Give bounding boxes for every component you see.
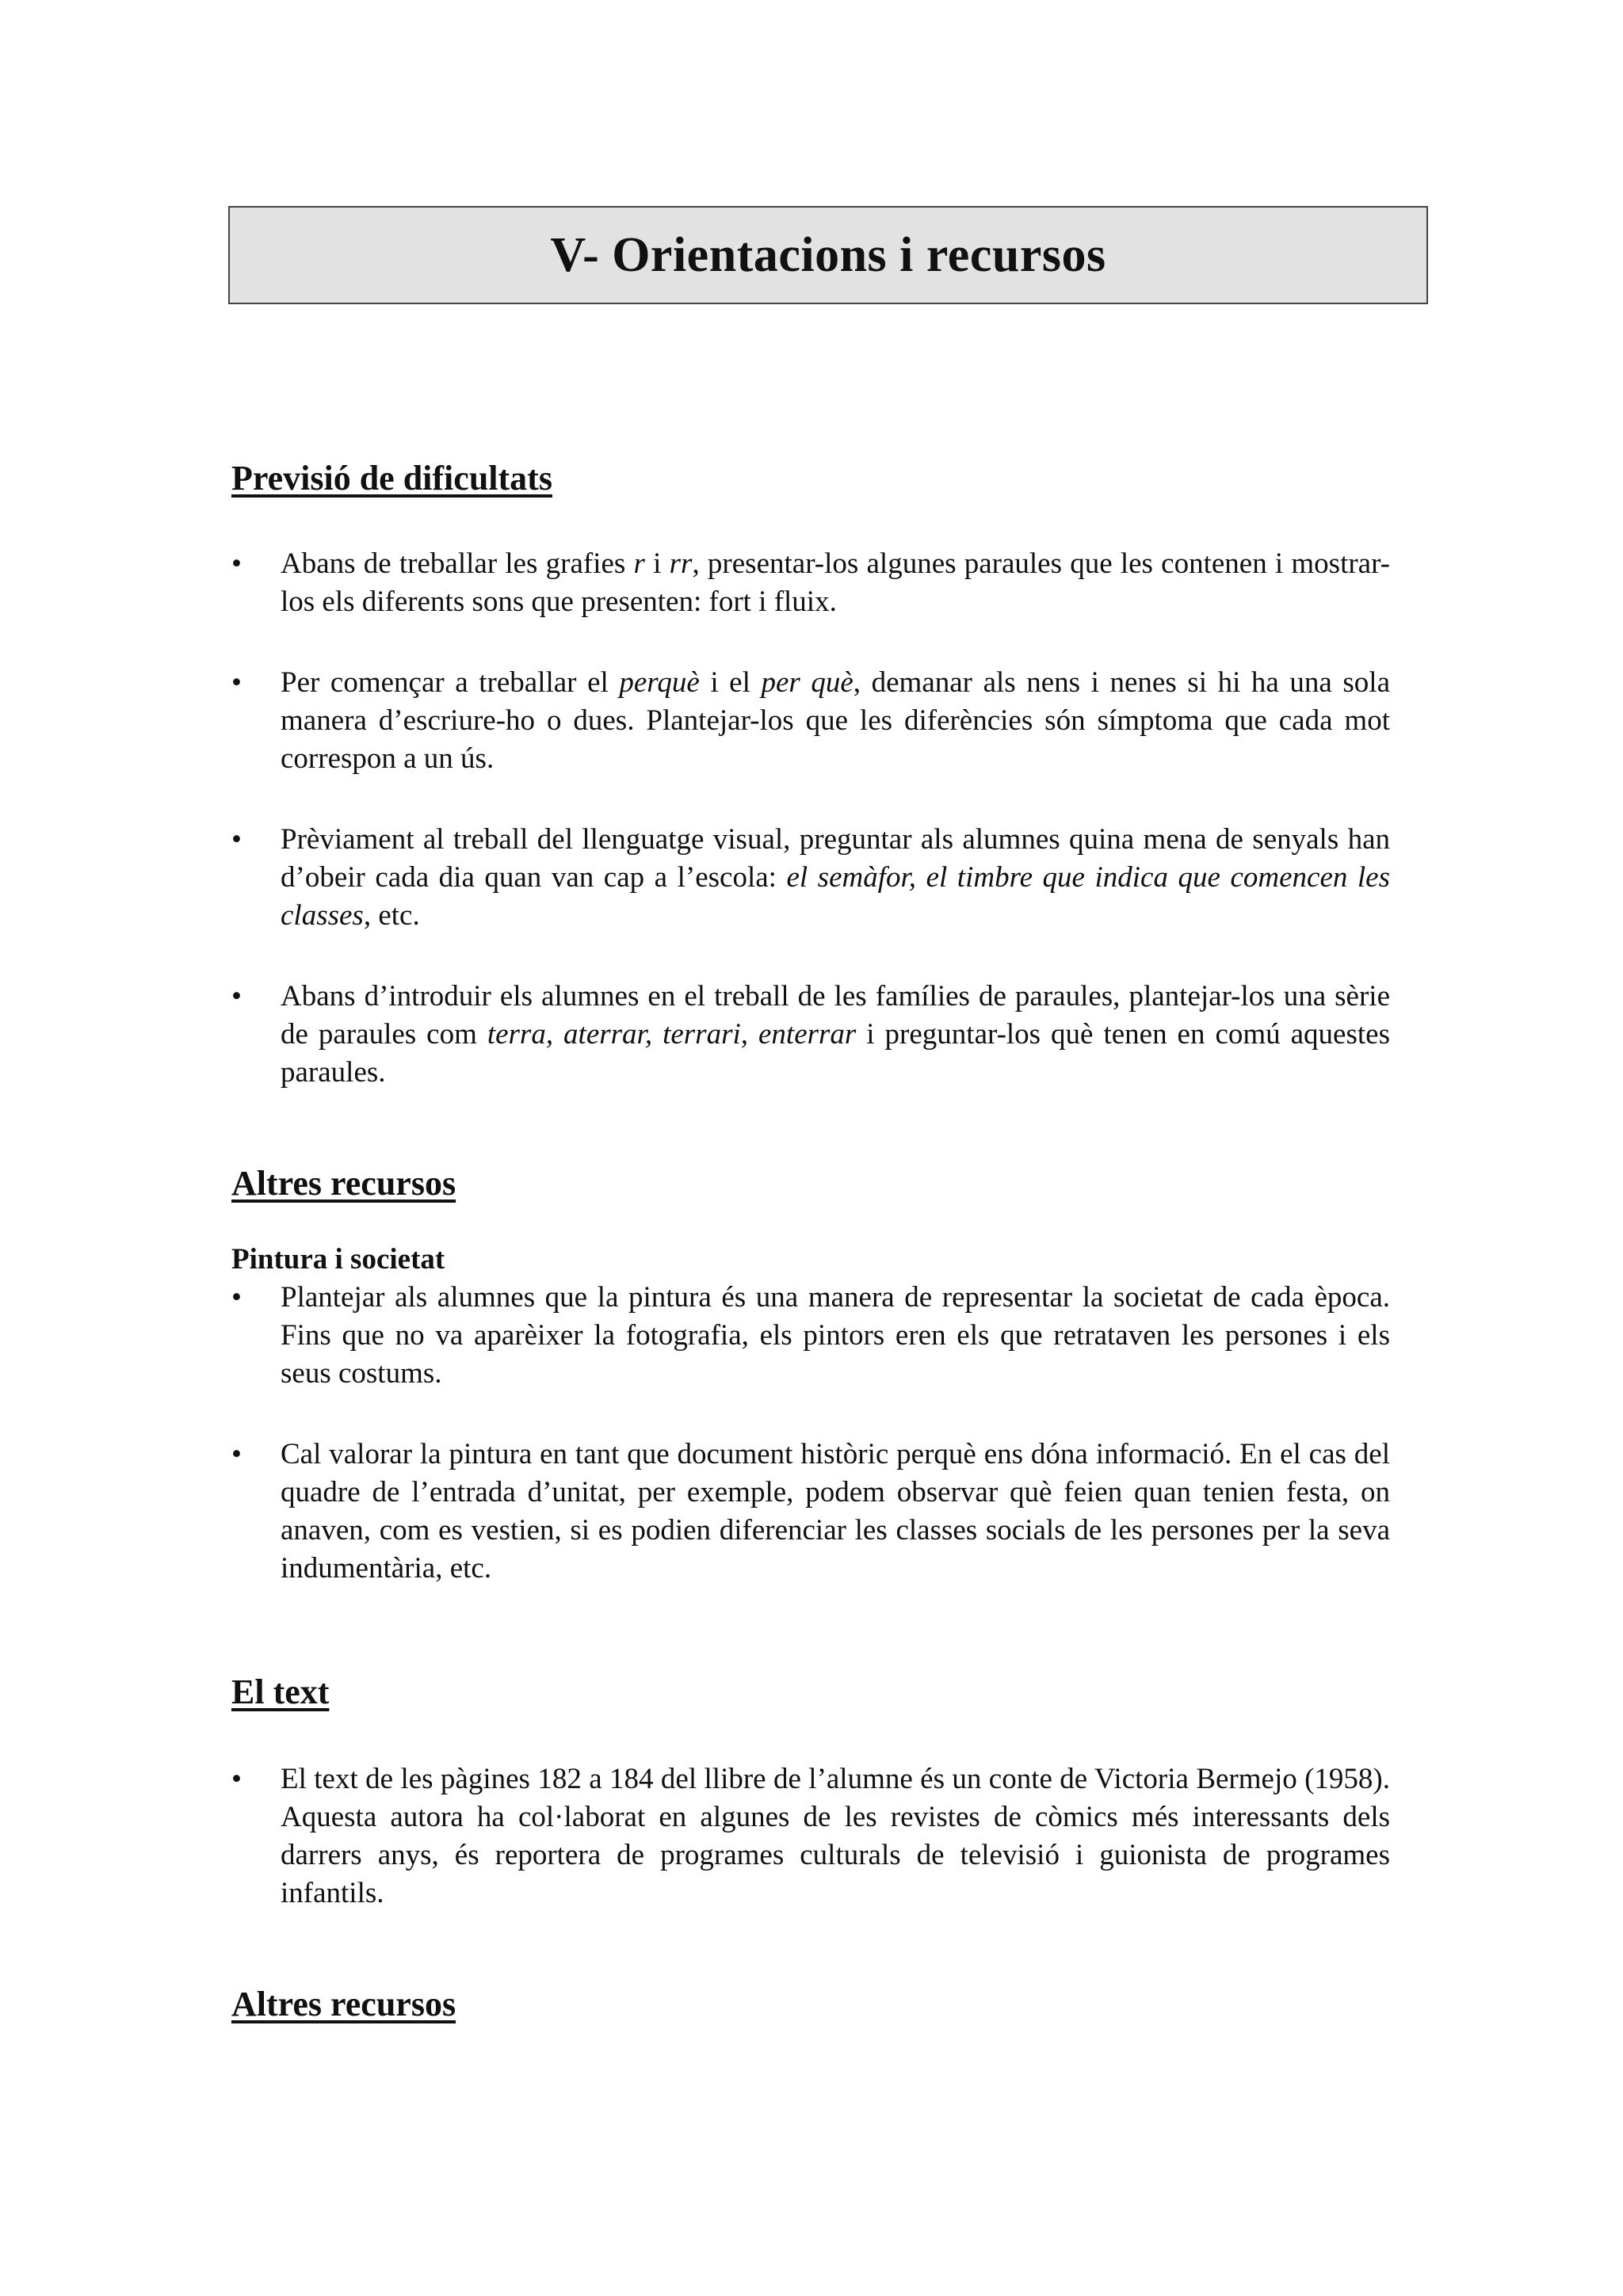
list-item (231, 1760, 1390, 1913)
bullet-icon: • (231, 1438, 242, 1470)
list-item (231, 978, 1390, 1092)
list-item (231, 664, 1390, 778)
list-item (231, 1279, 1390, 1393)
title-box (228, 206, 1428, 304)
bullet-icon: • (231, 1763, 242, 1795)
section-heading-altres-recursos: Altres recursos (231, 1164, 456, 1203)
bullet-icon: • (231, 980, 242, 1013)
bullet-icon: • (231, 666, 242, 699)
section-heading-previsio: Previsió de dificultats (231, 459, 552, 498)
list-item (231, 821, 1390, 935)
list-item-text: Abans d’introduir els alumnes en el treball de les famílies de paraules, plantejar-los una sèrie de paraules com terra, aterrar, terrari, enterrar i preguntar-los què tenen en comú aquestes paraules. (281, 980, 1390, 1089)
bullet-icon: • (231, 823, 242, 856)
list-item-text: Prèviament al treball del llenguatge visual, preguntar als alumnes quina mena de senyals han d’obeir cada dia quan van cap a l’escola: el semàfor, el timbre que indica que comencen les classes, etc. (281, 823, 1390, 932)
bullet-icon: • (231, 547, 242, 580)
list-item-text: El text de les pàgines 182 a 184 del llibre de l’alumne és un conte de Victoria Bermejo (1958). Aquesta autora ha col·laborat en algunes de les revistes de còmics més interessants dels darrers anys, és reportera de programes culturals de televisió i guionista de programes infantils. (281, 1763, 1390, 1909)
list-item-text: Per començar a treballar el perquè i el per què, demanar als nens i nenes si hi ha una sola manera d’escriure-ho o dues. Plantejar-los que les diferències són símptoma que cada mot correspon a un ús. (281, 666, 1391, 775)
list-item (231, 1436, 1390, 1588)
page-title: V- Orientacions i recursos (550, 227, 1106, 282)
list-item-text: Cal valorar la pintura en tant que document històric perquè ens dóna informació. En el cas del quadre de l’entrada d’unitat, per exemple, podem observar què feien quan tenien festa, on anaven, com es vestien, si es podien diferenciar les classes socials de les persones per la seva indumentària, etc. (281, 1438, 1390, 1585)
list-item-text: Abans de treballar les grafies r i rr, presentar-los algunes paraules que les contenen i mostrar-los els diferents sons que presenten: fort i fluix. (281, 547, 1391, 618)
list-item-text: Plantejar als alumnes que la pintura és una manera de representar la societat de cada època. Fins que no va aparèixer la fotografia, els pintors eren els que retrataven les persones i els seus costums. (281, 1281, 1390, 1390)
sub-heading-pintura: Pintura i societat (231, 1243, 445, 1276)
list-item (231, 545, 1390, 621)
section-heading-altres-recursos-2: Altres recursos (231, 1985, 456, 2023)
bullet-icon: • (231, 1281, 242, 1314)
section-heading-el-text: El text (231, 1672, 330, 1711)
